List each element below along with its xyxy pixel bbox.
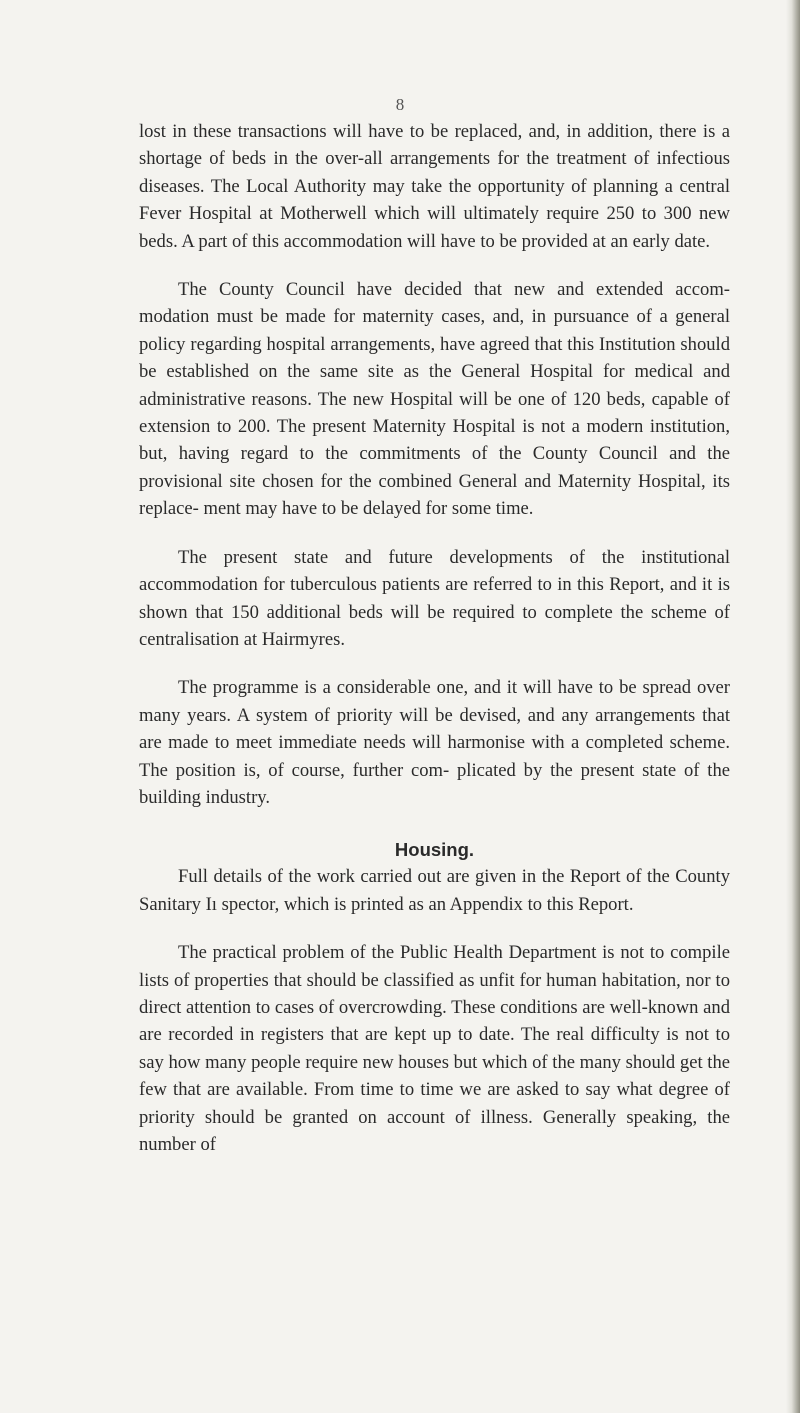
paragraph-infectious-diseases: lost in these transactions will have to be replaced, and, in addition, there is a shortage of beds in the over-all arrangements for the treatment of infectious diseases. The Local Authority may take the opportunity of planning a central Fever Hospital at Motherwell which will ultimately require 250 to 300 new beds. A part of this accommodation will have to be provided at an early date. <box>139 121 730 252</box>
page-number: 8 <box>395 95 405 114</box>
paragraph-housing-problem: The practical problem of the Public Health Department is not to compile lists of properties that should be classified as unfit for human habitation, nor to direct attention to cases of overcrowding. These conditions are well-known and are recorded in registers that are kept up to date. The real difficulty is not to say how many people require new houses but which of the many should get the few that are available. From time to time we are asked to say what degree of priority should be granted on account of illness. Generally speaking, the number of <box>139 942 730 1155</box>
paragraph-tuberculosis: The present state and future developments of the institutional accommodation for tuberculous patients are referred to in this Report, and it is shown that 150 additional beds will be required to complete the scheme of centralisation at Hairmyres. <box>139 546 730 650</box>
paragraph-maternity: The County Council have decided that new and extended accom- modation must be made for maternity cases, and, in pursuance of a general policy regarding hospital arrangements, have agreed that this Institution should be established on the same site as the General Hospital for medical and administrative reasons. The new Hospital will be one of 120 beds, capable of extension to 200. The present Maternity Hospital is not a modern institution, but, having regard to the commitments of the County Council and the provisional site chosen for the combined General and Maternity Hospital, its replace- ment may have to be delayed for some time. <box>139 279 730 520</box>
document-body <box>139 118 730 1179</box>
paragraph-programme: The programme is a considerable one, and it will have to be spread over many years. A system of priority will be devised, and any arrangements that are made to meet immediate needs will harmonise with a completed scheme. The position is, of course, further com- plicated by the present state of the building industry. <box>139 677 730 808</box>
paragraph-housing-details: Full details of the work carried out are given in the Report of the County Sanitary Iı spector, which is printed as an Appendix to this Report. <box>139 866 730 915</box>
section-heading-housing: Housing. <box>394 839 475 861</box>
page-edge-shadow <box>786 0 800 1413</box>
